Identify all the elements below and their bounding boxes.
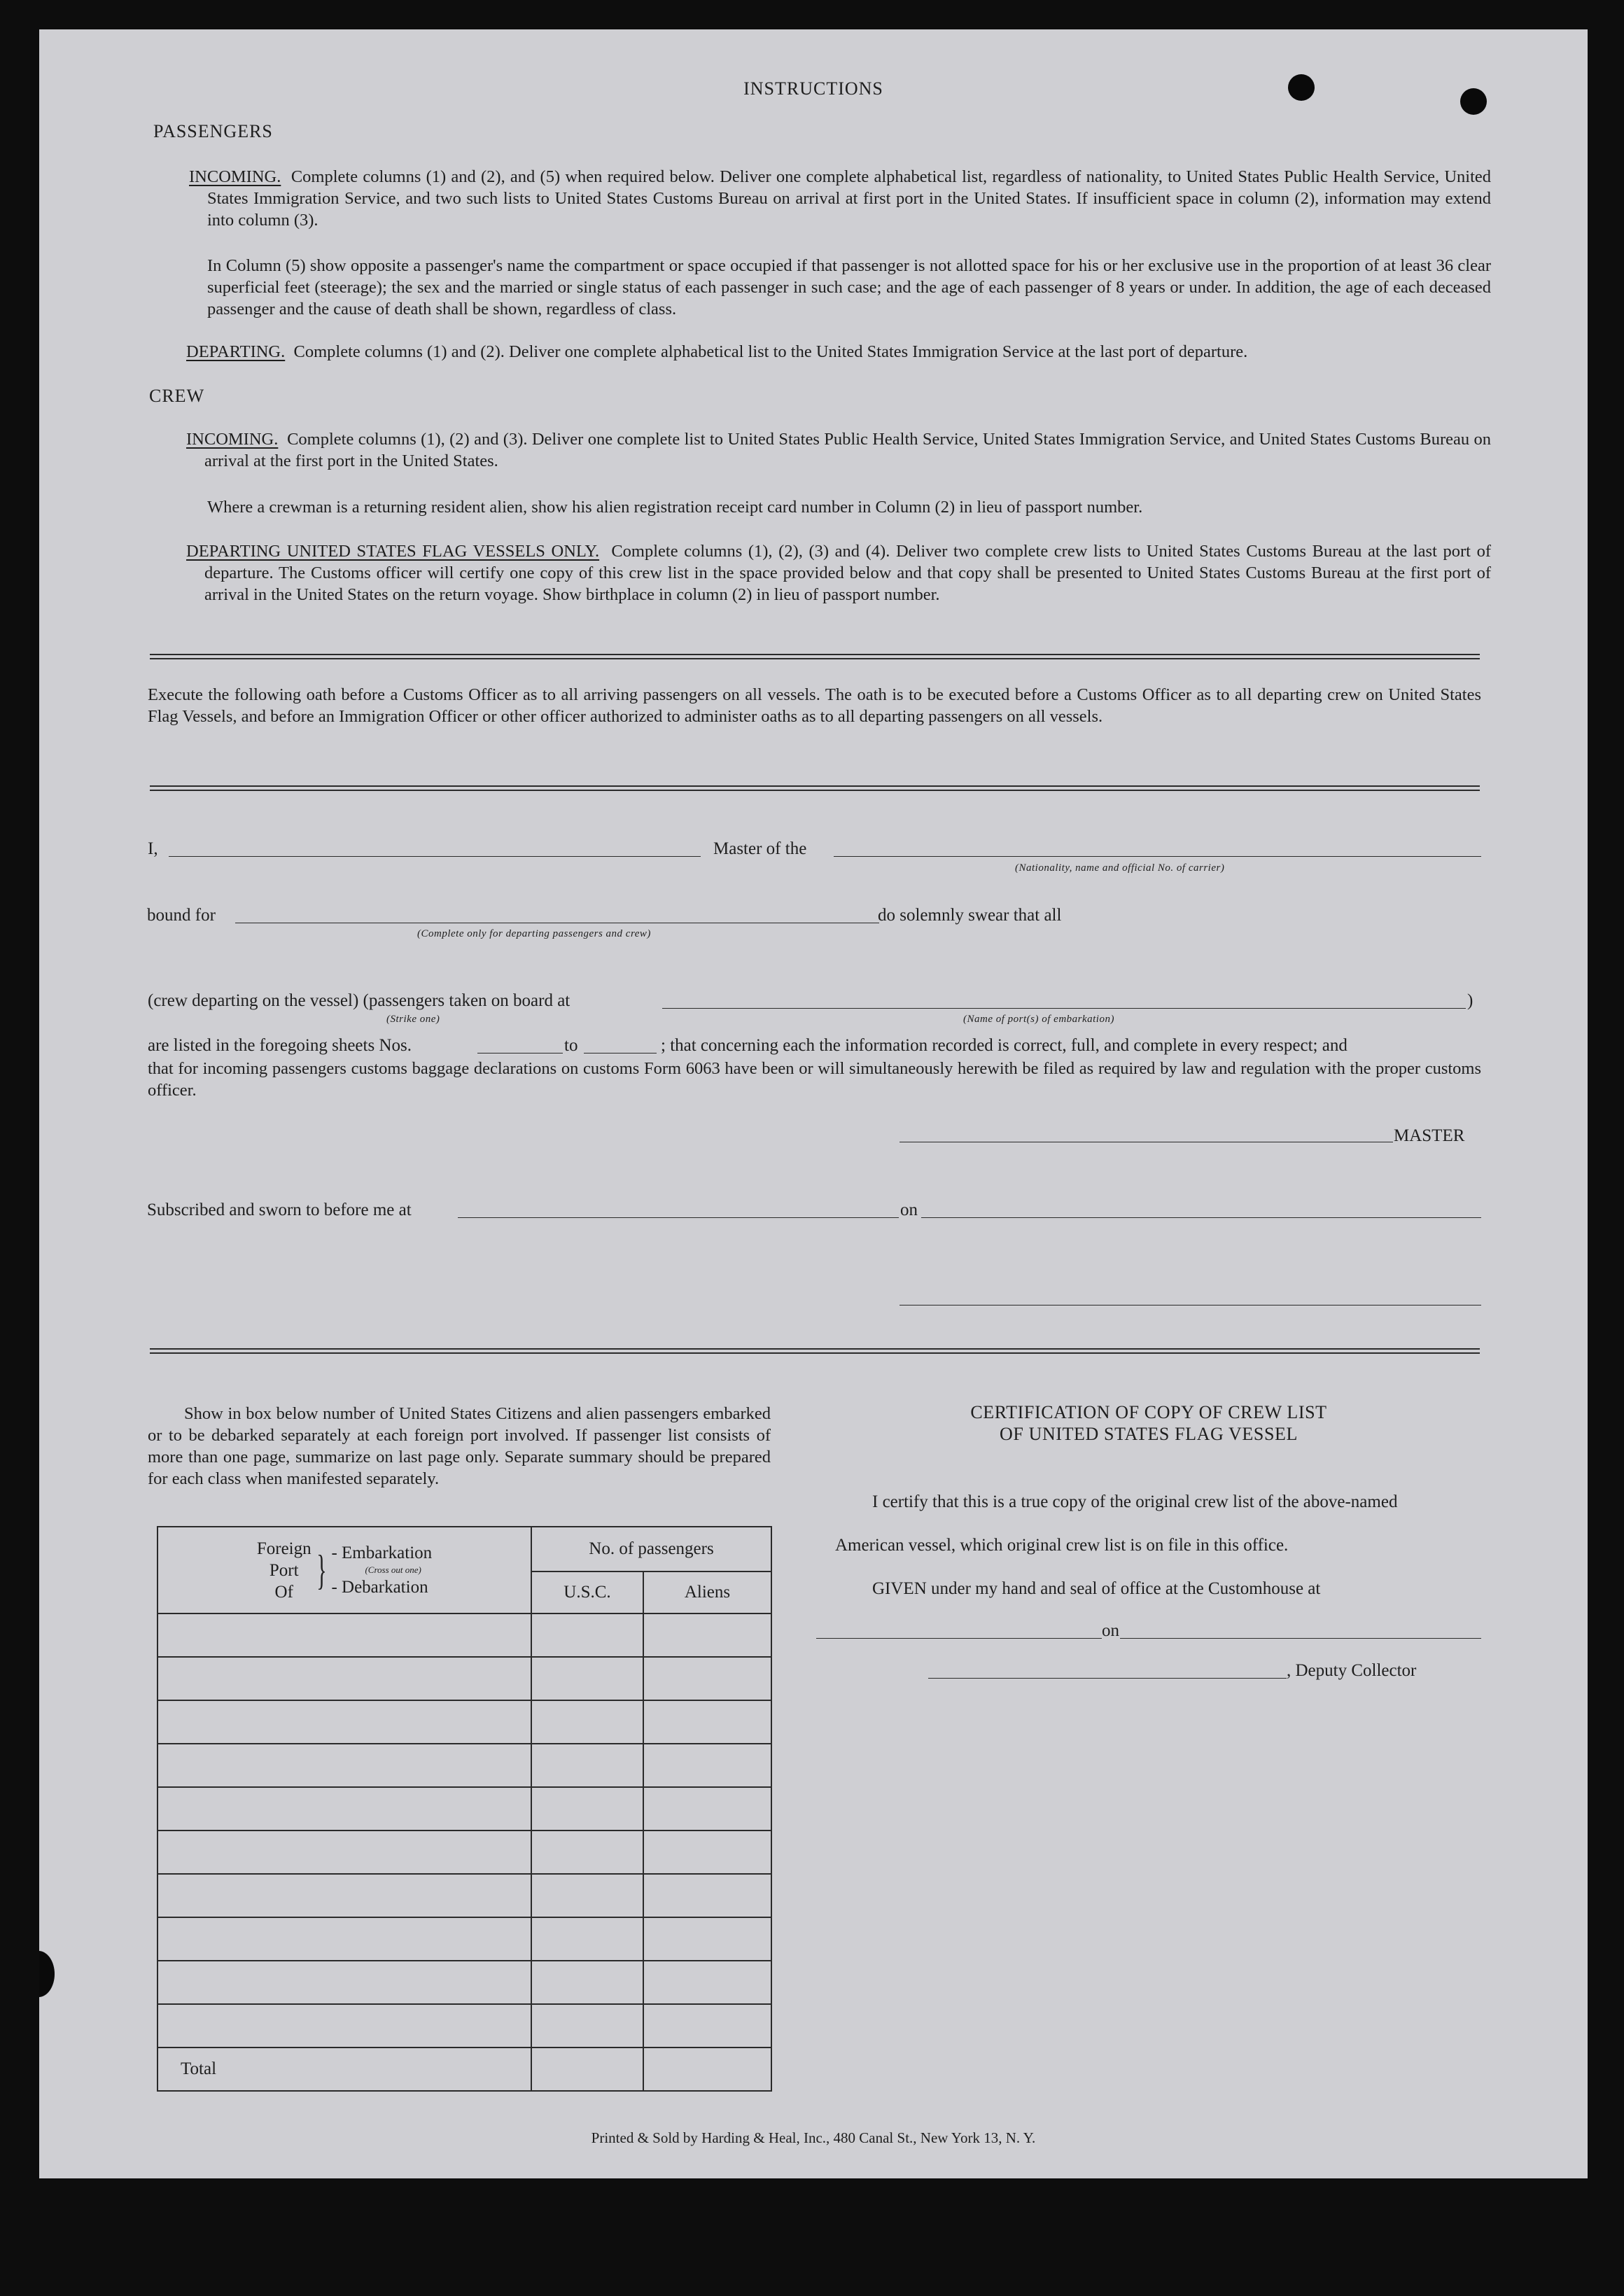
port-label-foreign: Foreign bbox=[256, 1539, 312, 1558]
passengers-departing-text: Complete columns (1) and (2). Deliver one complete alphabetical list to the United States Immigration Service at the last port of departure. bbox=[293, 342, 1248, 361]
printer-footer: Printed & Sold by Harding & Heal, Inc., 480 Canal St., New York 13, N. Y. bbox=[591, 2129, 1036, 2146]
port-cell[interactable] bbox=[158, 1917, 531, 1961]
total-usc-cell[interactable] bbox=[531, 2047, 643, 2091]
crew-departing-text: (crew departing on the vessel) (passengers taken on board at bbox=[148, 991, 570, 1010]
ports-note: (Name of port(s) of embarkation) bbox=[963, 1014, 1114, 1025]
crew-incoming-text: Complete columns (1), (2) and (3). Deliver one complete list to United States Public Health Service, United States Immigration Service, and United States Customs Bureau on arrival at the first port in the United States. bbox=[204, 430, 1491, 470]
passengers-incoming-text: Complete columns (1) and (2), and (5) when required below. Deliver one complete alphabetical list, regardless of nationality, to United States Public Health Service, United States Immigration Service, and two such lists to United States Customs Bureau on arrival at first port in the United States. If insufficient space in column (2), information may extend into column (3). bbox=[207, 167, 1492, 230]
total-row bbox=[158, 2047, 771, 2091]
port-cell[interactable] bbox=[158, 1700, 531, 1744]
sworn-place-field[interactable] bbox=[458, 1217, 899, 1218]
port-cell[interactable] bbox=[158, 1657, 531, 1700]
bound-for-label: bound for bbox=[147, 906, 216, 925]
aliens-header: Aliens bbox=[643, 1572, 771, 1614]
sworn-on-label: on bbox=[900, 1200, 918, 1219]
aliens-cell[interactable] bbox=[643, 1700, 771, 1744]
port-cell[interactable] bbox=[158, 1744, 531, 1787]
officer-signature-field[interactable] bbox=[899, 1305, 1481, 1306]
sheets-to-field[interactable] bbox=[584, 1053, 657, 1054]
usc-cell[interactable] bbox=[531, 1917, 643, 1961]
aliens-cell[interactable] bbox=[643, 1874, 771, 1917]
bound-for-note: (Complete only for departing passengers and crew) bbox=[417, 928, 651, 939]
master-of-label: Master of the bbox=[713, 839, 807, 858]
aliens-cell[interactable] bbox=[643, 2004, 771, 2047]
table-row bbox=[158, 1917, 771, 1961]
column5-paragraph: In Column (5) show opposite a passenger's name the compartment or space occupied if that passenger is not allotted space for his or her exclusive use in the proportion of at least 36 clear superficial feet (steerage); the sex and the married or single status of each passenger in such case; and the age of each passenger of 8 years or under. In addition, the age of each deceased passenger and the cause of death shall be shown, regardless of class. bbox=[207, 256, 1491, 318]
customhouse-place-field[interactable] bbox=[816, 1638, 1102, 1639]
aliens-cell[interactable] bbox=[643, 1787, 771, 1830]
subscribed-label: Subscribed and sworn to before me at bbox=[147, 1200, 412, 1219]
crew-incoming-paragraph bbox=[186, 428, 1491, 472]
certify-line1: I certify that this is a true copy of the original crew list of the above-named bbox=[872, 1492, 1398, 1511]
brace-icon: } bbox=[316, 1547, 327, 1593]
section-divider bbox=[150, 785, 1480, 791]
usc-cell[interactable] bbox=[531, 1700, 643, 1744]
port-cell[interactable] bbox=[158, 2004, 531, 2047]
master-name-field[interactable] bbox=[169, 856, 701, 857]
crew-departing-text: Complete columns (1), (2), (3) and (4). Deliver two complete crew lists to United States Customs Bureau at the last port of departure. The Customs officer will certify one copy of this crew list in the space provided below and that copy shall be presented to United States Customs Bureau at the first port of arrival in the United States on the return voyage. Show birthplace in column (2) in lieu of passport number. bbox=[204, 542, 1491, 604]
sworn-date-field[interactable] bbox=[921, 1217, 1481, 1218]
usc-cell[interactable] bbox=[531, 1961, 643, 2004]
table-row bbox=[158, 1700, 771, 1744]
certification-date-field[interactable] bbox=[1120, 1638, 1481, 1639]
port-label-port: Port bbox=[269, 1560, 299, 1580]
usc-cell[interactable] bbox=[531, 1614, 643, 1657]
no-of-passengers-header: No. of passengers bbox=[531, 1527, 771, 1572]
embarkation-ports-field[interactable] bbox=[662, 1008, 1466, 1009]
port-cell[interactable] bbox=[158, 1787, 531, 1830]
total-label: Total bbox=[158, 2047, 531, 2091]
table-row bbox=[158, 1657, 771, 1700]
sheets-text-first-line: ; that concerning each the information recorded is correct, full, and complete in every respect; and bbox=[661, 1036, 1348, 1055]
aliens-cell[interactable] bbox=[643, 1917, 771, 1961]
carrier-note: (Nationality, name and official No. of carrier) bbox=[1015, 862, 1225, 874]
aliens-cell[interactable] bbox=[643, 1961, 771, 2004]
section-divider bbox=[150, 1348, 1480, 1354]
certification-title-line1: CERTIFICATION OF COPY OF CREW LIST bbox=[970, 1402, 1327, 1422]
instructions-title: INSTRUCTIONS bbox=[743, 78, 883, 99]
cross-out-note: (Cross out one) bbox=[365, 1564, 421, 1575]
sheets-to-label: to bbox=[564, 1036, 578, 1055]
aliens-cell[interactable] bbox=[643, 1830, 771, 1874]
table-row bbox=[158, 1830, 771, 1874]
deputy-collector-signature-field[interactable] bbox=[928, 1678, 1287, 1679]
table-row bbox=[158, 2004, 771, 2047]
crew-departing-label: DEPARTING UNITED STATES FLAG VESSELS ONLY. bbox=[186, 542, 600, 561]
port-header-cell bbox=[158, 1527, 531, 1614]
aliens-cell[interactable] bbox=[643, 1614, 771, 1657]
usc-cell[interactable] bbox=[531, 1874, 643, 1917]
sheets-from-field[interactable] bbox=[477, 1053, 563, 1054]
close-paren: ) bbox=[1467, 991, 1474, 1010]
binding-notch bbox=[39, 1951, 55, 1997]
passengers-departing-paragraph bbox=[186, 341, 1491, 363]
port-label-of: Of bbox=[274, 1582, 293, 1602]
master-label: MASTER bbox=[1394, 1126, 1465, 1145]
crew-heading: CREW bbox=[149, 386, 205, 406]
usc-header: U.S.C. bbox=[531, 1572, 643, 1614]
passengers-departing-label: DEPARTING. bbox=[186, 342, 286, 361]
port-cell[interactable] bbox=[158, 1830, 531, 1874]
certify-line2: American vessel, which original crew list is on file in this office. bbox=[835, 1536, 1289, 1555]
crew-incoming-label: INCOMING. bbox=[186, 430, 279, 449]
debarkation-label: - Debarkation bbox=[331, 1578, 428, 1597]
port-cell[interactable] bbox=[158, 1614, 531, 1657]
strike-note: (Strike one) bbox=[386, 1014, 440, 1025]
port-cell[interactable] bbox=[158, 1874, 531, 1917]
table-row bbox=[158, 1787, 771, 1830]
passengers-incoming-paragraph bbox=[189, 166, 1491, 231]
section-divider bbox=[150, 654, 1480, 659]
certification-on-label: on bbox=[1102, 1621, 1119, 1640]
passengers-heading: PASSENGERS bbox=[153, 121, 273, 141]
aliens-cell[interactable] bbox=[643, 1744, 771, 1787]
sheets-text: are listed in the foregoing sheets Nos. bbox=[148, 1036, 412, 1055]
sheets-text-continued: that for incoming passengers customs baggage declarations on customs Form 6063 have been or will simultaneously herewith be filed as required by law and regulation with the proper customs officer. bbox=[148, 1059, 1481, 1100]
table-row bbox=[158, 1961, 771, 2004]
passenger-summary-table bbox=[157, 1526, 772, 2092]
port-cell[interactable] bbox=[158, 1961, 531, 2004]
swear-text: do solemnly swear that all bbox=[878, 906, 1062, 925]
summary-instructions: Show in box below number of United States Citizens and alien passengers embarked or to be debarked separately at each foreign port involved. If passenger list consists of more than one page, summarize on last page only. Separate summary should be prepared for each class when manifested separately. bbox=[148, 1404, 771, 1488]
table-row bbox=[158, 1874, 771, 1917]
carrier-field[interactable] bbox=[834, 856, 1481, 857]
aliens-cell[interactable] bbox=[643, 1657, 771, 1700]
table-row bbox=[158, 1744, 771, 1787]
usc-cell[interactable] bbox=[531, 1744, 643, 1787]
crew-departing-paragraph bbox=[186, 540, 1491, 606]
certification-title bbox=[816, 1401, 1481, 1445]
table-row bbox=[158, 1614, 771, 1657]
passengers-incoming-label: INCOMING. bbox=[189, 167, 281, 186]
deputy-collector-label: , Deputy Collector bbox=[1287, 1661, 1417, 1680]
usc-cell[interactable] bbox=[531, 1830, 643, 1874]
usc-cell[interactable] bbox=[531, 2004, 643, 2047]
crew-resident-paragraph: Where a crewman is a returning resident alien, show his alien registration receipt card number in Column (2) in lieu of passport number. bbox=[207, 498, 1143, 517]
oath-intro: Execute the following oath before a Customs Officer as to all arriving passengers on all vessels. The oath is to be executed before a Customs Officer as to all departing crew on United States Flag Vessels, and before an Immigration Officer or other officer authorized to administer oaths as to all departing passengers on all vessels. bbox=[148, 685, 1481, 726]
certification-title-line2: OF UNITED STATES FLAG VESSEL bbox=[1000, 1424, 1298, 1444]
usc-cell[interactable] bbox=[531, 1787, 643, 1830]
oath-i-label: I, bbox=[148, 839, 158, 858]
total-aliens-cell[interactable] bbox=[643, 2047, 771, 2091]
given-text: GIVEN under my hand and seal of office at the Customhouse at bbox=[872, 1579, 1321, 1598]
embarkation-label: - Embarkation bbox=[331, 1544, 433, 1562]
form-page bbox=[39, 29, 1588, 2178]
usc-cell[interactable] bbox=[531, 1657, 643, 1700]
